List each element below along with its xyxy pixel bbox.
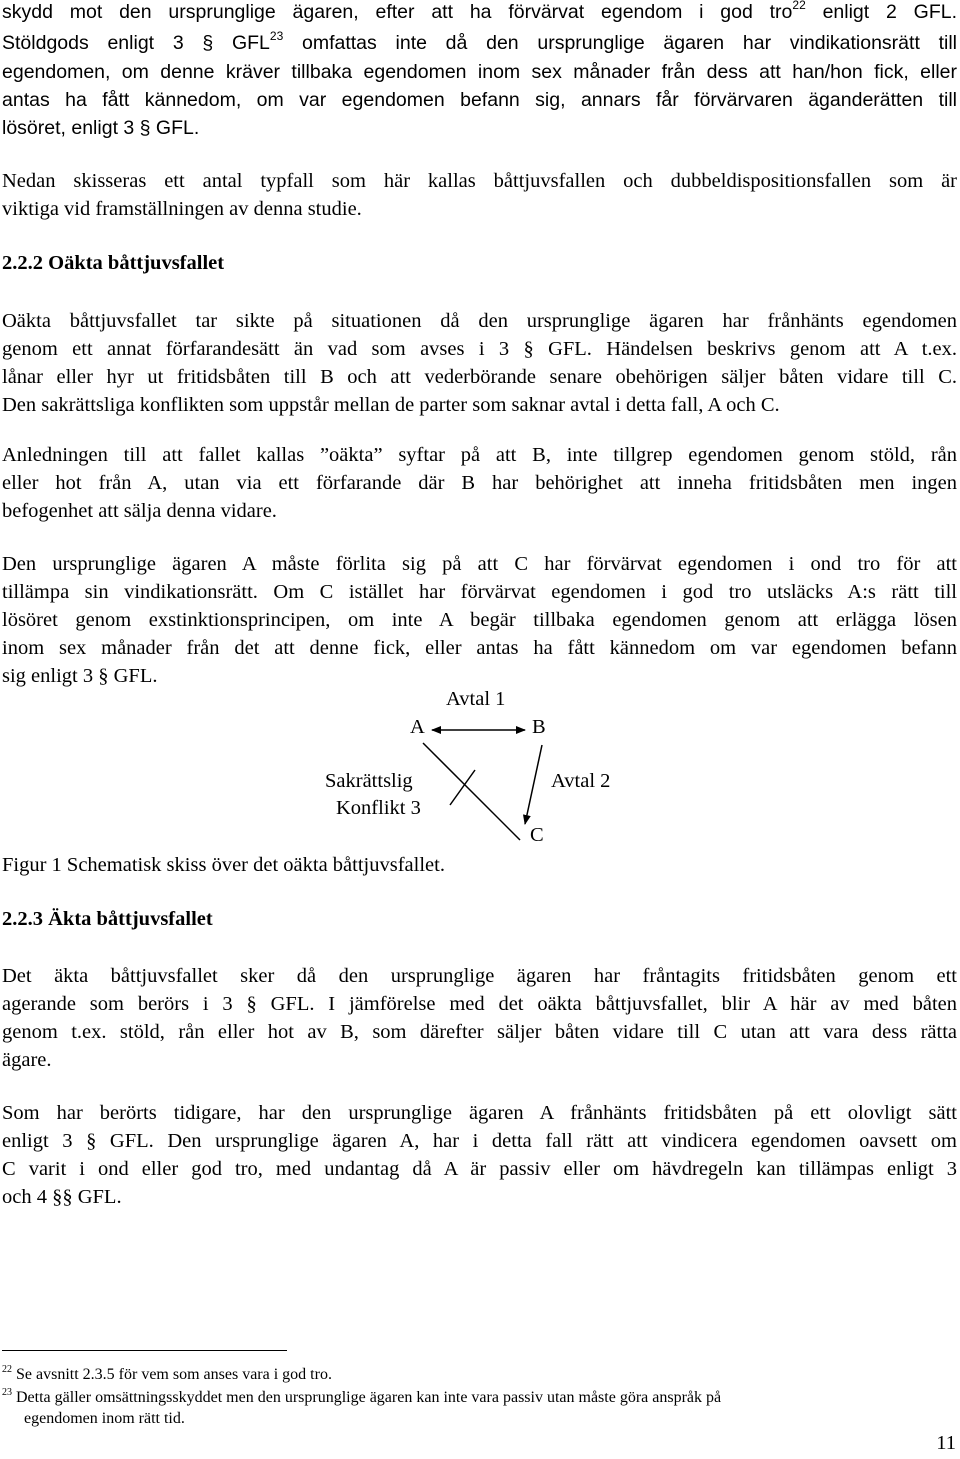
text-line: Oäkta båttjuvsfallet tar sikte på situationen då den ursprunglige ägaren har frånhänts egendomen xyxy=(2,310,957,332)
footnote-number: 23 xyxy=(2,1387,12,1398)
text-line: antas ha fått kännedom, om var egendomen befann sig, annars får förvärvaren äganderätten till xyxy=(2,89,957,111)
text-fragment: skydd mot den ursprunglige ägaren, efter att ha förvärvat egendom i god tro xyxy=(2,1,793,23)
node-b: B xyxy=(532,716,546,738)
text-line: sig enligt 3 § GFL. xyxy=(2,665,158,687)
footnote-text: Se avsnitt 2.3.5 för vem som anses vara i god tro. xyxy=(16,1366,332,1383)
footnote-separator xyxy=(2,1350,287,1351)
section-heading: 2.2.3 Äkta båttjuvsfallet xyxy=(2,908,213,930)
footnote-text: Detta gäller omsättningsskyddet men den ursprunglige ägaren kan inte vara passiv utan måste göra anspråk på xyxy=(16,1389,722,1406)
text-line: ägare. xyxy=(2,1049,52,1071)
footnote-ref-23[interactable]: 23 xyxy=(269,29,284,43)
text-line: agerande som berörs i 3 § GFL. I jämförelse med det oäkta båttjuvsfallet, blir A här av med båten xyxy=(2,993,957,1015)
page-number: 11 xyxy=(936,1432,956,1454)
text-fragment: Stöldgods enligt 3 § GFL xyxy=(2,32,270,54)
label-konflikt: Konflikt 3 xyxy=(336,797,421,819)
node-a: A xyxy=(410,716,425,738)
text-line: enligt 3 § GFL. Den ursprunglige ägaren A, har i detta fall rätt att vindicera egendomen oavsett om xyxy=(2,1130,957,1152)
text-fragment: omfattas inte då den ursprunglige ägaren har vindikationsrätt till xyxy=(283,32,958,54)
footnote-23-continued: egendomen inom rätt tid. xyxy=(24,1410,185,1427)
text-line: inom sex månader från det att denne fick, eller antas ha fått kännedom om var egendomen befann xyxy=(2,637,957,659)
text-line: Den sakrättsliga konflikten som uppstår mellan de parter som saknar avtal i detta fall, A och C. xyxy=(2,394,780,416)
arrow-avtal2 xyxy=(525,745,542,824)
text-line: Nedan skisseras ett antal typfall som här kallas båttjuvsfallen och dubbeldispositionsfallen som är xyxy=(2,170,957,192)
text-line: eller hot från A, utan via ett förfarande där B har behörighet att inneha fritidsbåten men ingen xyxy=(2,472,957,494)
text-line: Som har berörts tidigare, har den ursprunglige ägaren A frånhänts fritidsbåten på ett olovligt sätt xyxy=(2,1102,957,1124)
figure-caption: Figur 1 Schematisk skiss över det oäkta båttjuvsfallet. xyxy=(2,854,445,876)
label-avtal1: Avtal 1 xyxy=(446,688,506,710)
text-line: genom t.ex. stöld, rån eller hot av B, som därefter säljer båten vidare till C utan att vara dess rätta xyxy=(2,1021,957,1043)
text-line: C varit i ond eller god tro, med undantag då A är passiv eller om hävdregeln kan tillämpas enligt 3 xyxy=(2,1158,957,1180)
text-line: lånar eller hyr ut fritidsbåten till B och att vederbörande senare obehörigen säljer båten vidare till C. xyxy=(2,366,957,388)
conflict-cross-mark xyxy=(450,770,475,805)
text-line: genom ett annat förfarandesätt än vad som avses i 3 § GFL. Händelsen beskrivs genom att A t.ex. xyxy=(2,338,957,360)
footnote-ref-22[interactable]: 22 xyxy=(792,0,806,12)
text-line: befogenhet att sälja denna vidare. xyxy=(2,500,277,522)
node-c: C xyxy=(530,824,544,846)
text-line: Anledningen till att fallet kallas ”oäkta” syftar på att B, inte tillgrep egendomen genom stöld, rån xyxy=(2,444,957,466)
text-line: egendomen, om denne kräver tillbaka egendomen inom sex månader från dess att han/hon fick, eller xyxy=(2,61,957,83)
label-sakrattslig: Sakrättslig xyxy=(325,770,413,792)
text-line: Den ursprunglige ägaren A måste förlita sig på att C har förvärvat egendomen i ond tro för att xyxy=(2,553,957,575)
text-line: tillämpa sin vindikationsrätt. Om C istället har förvärvat egendomen i god tro utsläcks A:s rätt till xyxy=(2,581,957,603)
footnote-22 xyxy=(2,1365,332,1385)
text-line: och 4 §§ GFL. xyxy=(2,1186,122,1208)
line-b-to-c-dashed xyxy=(423,743,520,840)
text-line: viktiga vid framställningen av denna studie. xyxy=(2,198,362,220)
text-line: lösöret, enligt 3 § GFL. xyxy=(2,117,200,139)
footnote-23 xyxy=(2,1388,721,1408)
label-avtal2: Avtal 2 xyxy=(551,770,611,792)
text-line: lösöret genom exstinktionsprincipen, om inte A begär tillbaka egendomen genom att erlägga lösen xyxy=(2,609,957,631)
text-line: Det äkta båttjuvsfallet sker då den ursprunglige ägaren har fråntagits fritidsbåten genom ett xyxy=(2,965,957,987)
section-heading: 2.2.2 Oäkta båttjuvsfallet xyxy=(2,252,225,274)
footnote-number: 22 xyxy=(2,1364,12,1375)
text-fragment: enligt 2 GFL. xyxy=(805,1,957,23)
